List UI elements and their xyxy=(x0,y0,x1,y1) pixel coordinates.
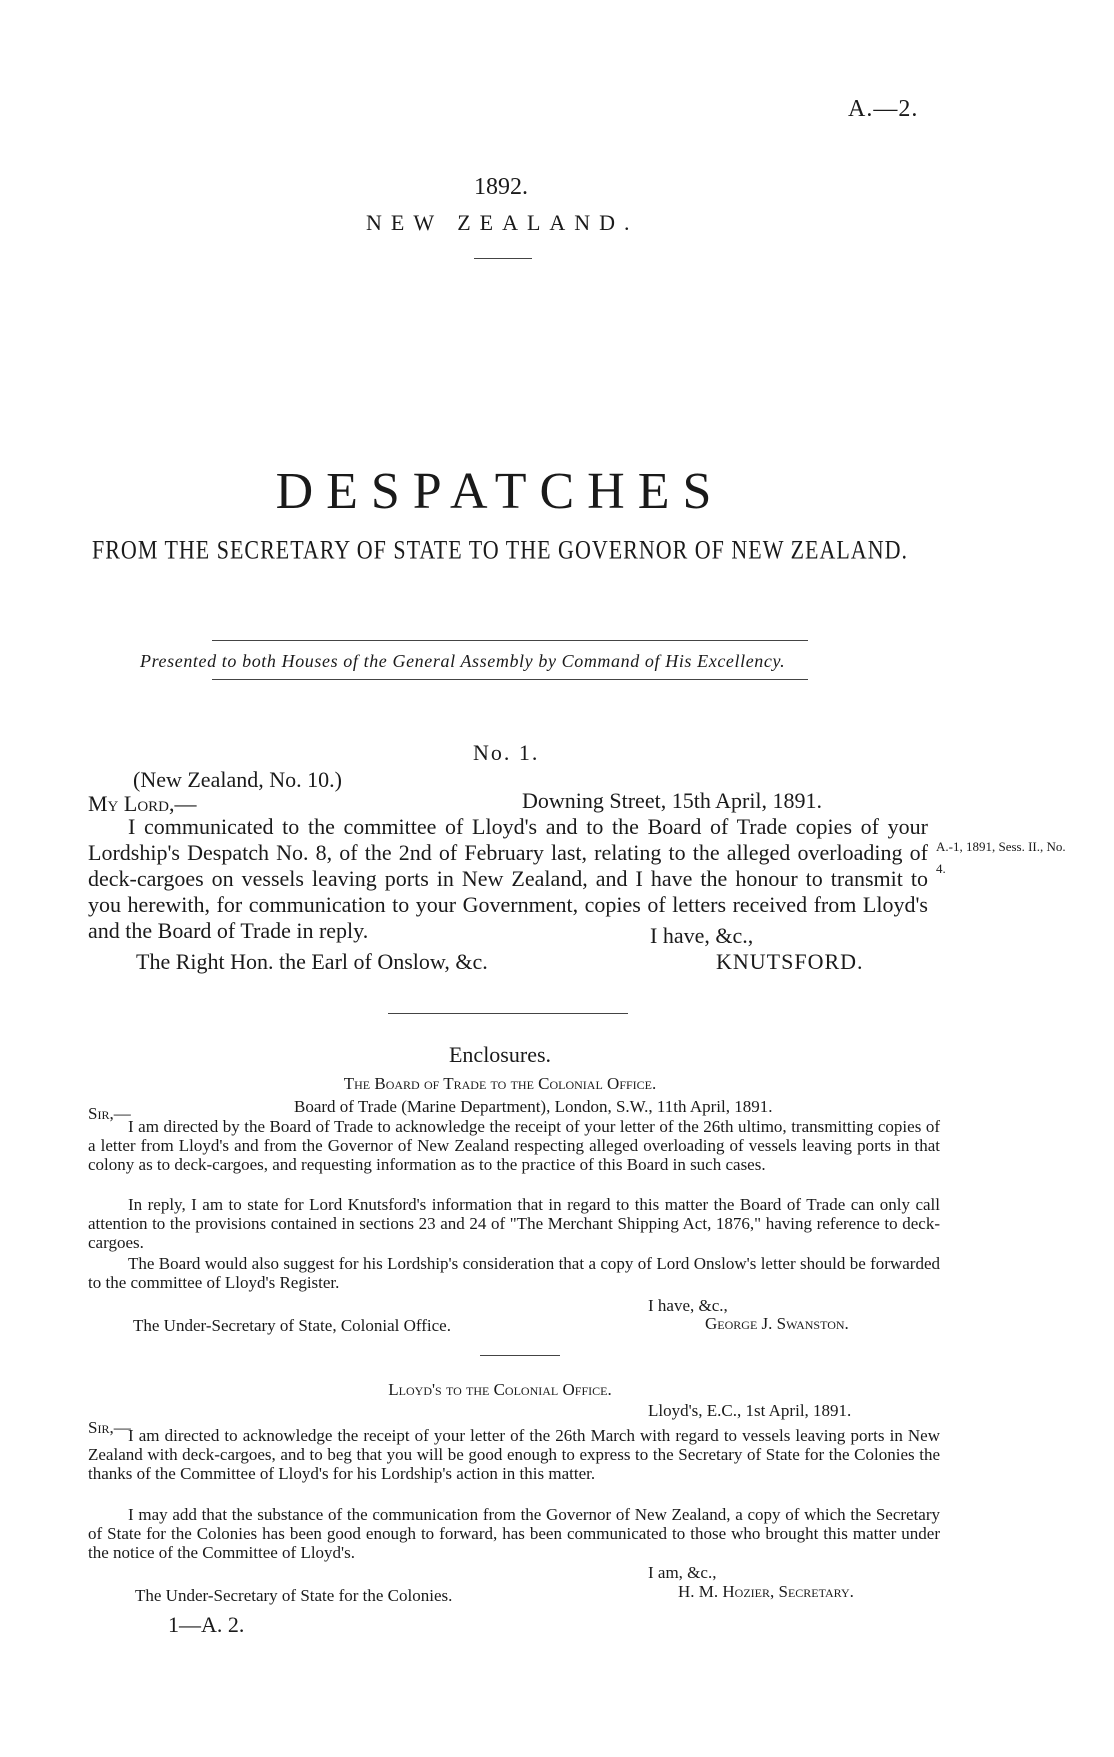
enclosure1-salutation: Sir,— xyxy=(88,1104,131,1123)
despatch-margin-note: A.-1, 1891, Sess. II., No. 4. xyxy=(936,839,1066,876)
enclosures-heading: Enclosures. xyxy=(448,1042,552,1067)
despatch-salutation: My Lord,— xyxy=(88,791,197,816)
section-divider xyxy=(388,1013,628,1014)
page-reference: A.—2. xyxy=(848,96,919,122)
enclosure1-paragraph-2: In reply, I am to state for Lord Knutsford's information that in regard to this matter the Board of Trade can only call attention to the provisions contained in sections 23 and 24 of "The Merchant Shipping Act, 1876," having reference to deck-cargoes. xyxy=(88,1195,940,1252)
enclosure2-location-date: Lloyd's, E.C., 1st April, 1891. xyxy=(648,1401,852,1420)
presented-notice: Presented to both Houses of the General Assembly by Command of His Excellency. xyxy=(140,651,786,671)
despatch-closing: I have, &c., xyxy=(650,923,754,948)
presented-rule-top xyxy=(212,640,808,641)
enclosure1-heading: The Board of Trade to the Colonial Office. xyxy=(343,1074,657,1093)
enclosure2-signature: H. M. Hozier, Secretary. xyxy=(678,1582,854,1601)
despatch-addressee: The Right Hon. the Earl of Onslow, &c. xyxy=(136,949,488,974)
enclosure2-paragraph-1: I am directed to acknowledge the receipt of your letter of the 26th March with regard to vessels leaving ports in New Zealand with deck-cargoes, and to beg that you will be good enough to express to the Secretary of State for the Colonies the thanks of the Committee of Lloyd's for his Lordship's action in this matter. xyxy=(88,1426,940,1483)
despatch-body: I communicated to the committee of Lloyd's and to the Board of Trade copies of your Lordship's Despatch No. 8, of the 2nd of February last, relating to the alleged overloading of deck-cargoes on vessels leaving ports in New Zealand, and I have the honour to transmit to you herewith, for communication to your Government, copies of letters received from Lloyd's and the Board of Trade in reply. xyxy=(88,814,928,943)
despatch-reference: (New Zealand, No. 10.) xyxy=(133,767,342,792)
despatch-location-date: Downing Street, 15th April, 1891. xyxy=(522,788,823,813)
enclosure2-addressee: The Under-Secretary of State for the Colonies. xyxy=(135,1586,453,1605)
country-heading: NEW ZEALAND. xyxy=(366,210,639,235)
presented-rule-bottom xyxy=(212,679,808,680)
sheet-reference: 1—A. 2. xyxy=(168,1612,245,1637)
publication-year: 1892. xyxy=(474,174,528,200)
enclosure1-location-date: Board of Trade (Marine Department), London, S.W., 11th April, 1891. xyxy=(294,1097,773,1116)
despatch-number: No. 1. xyxy=(473,740,540,765)
document-title: DESPATCHES xyxy=(275,463,725,520)
header-divider xyxy=(474,258,532,259)
enclosure2-closing: I am, &c., xyxy=(648,1563,717,1582)
enclosure-divider xyxy=(480,1355,560,1356)
enclosure2-salutation: Sir,— xyxy=(88,1418,131,1437)
enclosure1-paragraph-3: The Board would also suggest for his Lordship's consideration that a copy of Lord Onslow's letter should be forwarded to the committee of Lloyd's Register. xyxy=(88,1254,940,1292)
document-subtitle: FROM THE SECRETARY OF STATE TO THE GOVERNOR OF NEW ZEALAND. xyxy=(92,534,908,565)
enclosure1-addressee: The Under-Secretary of State, Colonial Office. xyxy=(133,1316,451,1335)
enclosure1-paragraph-1: I am directed by the Board of Trade to acknowledge the receipt of your letter of the 26th ultimo, transmitting copies of a letter from Lloyd's and from the Governor of New Zealand respecting alleged overloading of vessels leaving ports in that colony as to deck-cargoes, and requesting information as to the practice of this Board in such cases. xyxy=(88,1117,940,1174)
despatch-signature: KNUTSFORD. xyxy=(716,949,864,974)
enclosure2-paragraph-2: I may add that the substance of the communication from the Governor of New Zealand, a copy of which the Secretary of State for the Colonies has been good enough to forward, has been communicated to those who brought this matter under the notice of the Committee of Lloyd's. xyxy=(88,1505,940,1562)
enclosure2-heading: Lloyd's to the Colonial Office. xyxy=(388,1380,612,1399)
enclosure1-closing: I have, &c., xyxy=(648,1296,728,1315)
enclosure1-signature: George J. Swanston. xyxy=(705,1314,849,1333)
